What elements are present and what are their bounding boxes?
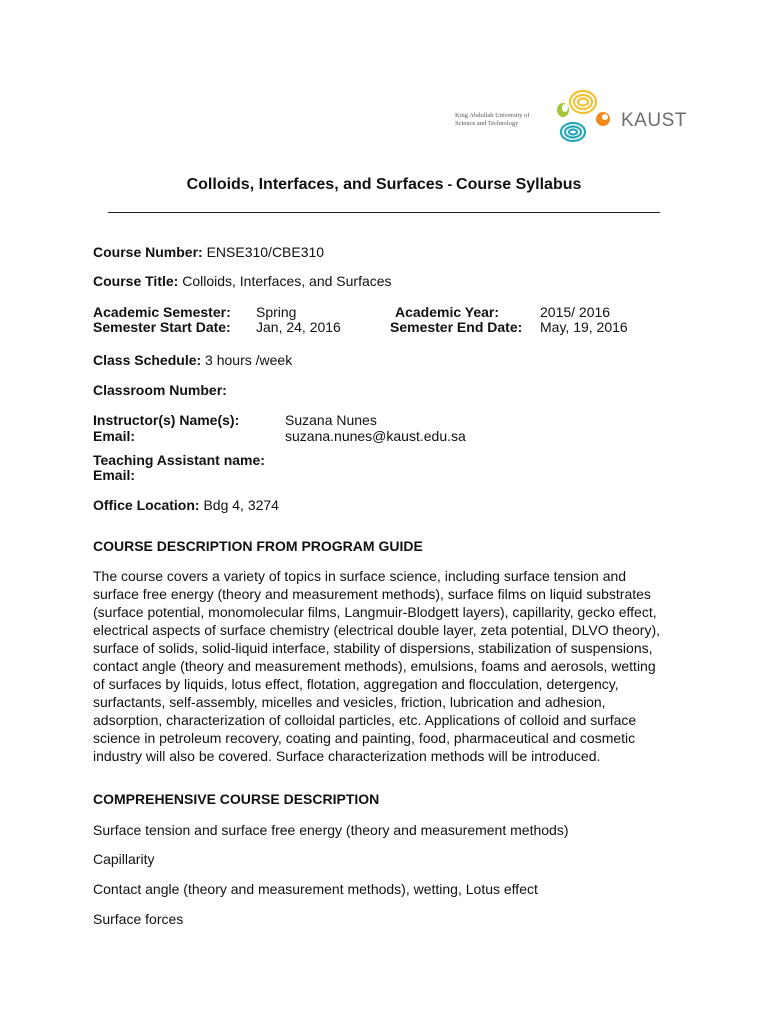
year-value: 2015/ 2016 — [540, 304, 611, 320]
ta-label: Teaching Assistant name: — [93, 452, 265, 468]
list-item: Capillarity — [93, 851, 155, 867]
end-date-label: Semester End Date: — [390, 319, 523, 335]
list-item: Contact angle (theory and measurement methods), wetting, Lotus effect — [93, 881, 538, 897]
course-title-row — [93, 273, 392, 289]
course-title-value: Colloids, Interfaces, and Surfaces — [182, 273, 392, 289]
instructor-label: Instructor(s) Name(s): — [93, 412, 240, 428]
list-item: Surface forces — [93, 911, 184, 927]
title-divider — [108, 212, 660, 213]
description-paragraph: The course covers a variety of topics in surface science, including surface tension and surface free energy (theory and measurement methods), surface films on liquid substrates (surface potential, monomolecular films, Langmuir-Blodgett layers), capillarity, gecko effect, electrical aspects of surface chemistry (electrical double layer, zeta potential, DLVO theory), surface of solids, solid-liquid interface, stability of dispersions, stabilization of suspensions, contact angle (theory and measurement methods), emulsions, foams and aerosols, wetting of surfaces by liquids, lotus effect, flotation, aggregation and flocculation, detergency, surfactants, self-assembly, micelles and vesicles, friction, lubrication and adhesion, adsorption, characterization of colloidal particles, etc. Applications of colloid and surface science in petroleum recovery, coating and painting, food, pharmaceutical and cosmetic industry will also be covered. Surface characterization methods will be introduced. — [93, 568, 660, 764]
kaust-brand-text: KAUST — [621, 110, 687, 131]
university-name-line1: King Abdullah University of — [455, 112, 530, 119]
ta-email-label: Email: — [93, 467, 136, 483]
year-label: Academic Year: — [395, 304, 500, 320]
document-title — [0, 176, 768, 194]
university-name-line2: Science and Technology — [455, 120, 519, 127]
list-item: Surface tension and surface free energy (theory and measurement methods) — [93, 822, 569, 838]
office-label: Office Location: — [93, 497, 200, 513]
office-row — [93, 497, 279, 513]
classroom-label: Classroom Number: — [93, 382, 227, 398]
start-date-label: Semester Start Date: — [93, 319, 231, 335]
schedule-row — [93, 352, 292, 368]
end-date-value: May, 19, 2016 — [540, 319, 628, 335]
title-separator: - — [443, 176, 457, 192]
course-number-label: Course Number: — [93, 244, 203, 260]
schedule-label: Class Schedule: — [93, 352, 202, 368]
course-title-label: Course Title: — [93, 273, 179, 289]
semester-label: Academic Semester: — [93, 304, 231, 320]
description-heading: COURSE DESCRIPTION FROM PROGRAM GUIDE — [93, 538, 423, 554]
university-name — [455, 112, 530, 128]
comprehensive-heading: COMPREHENSIVE COURSE DESCRIPTION — [93, 791, 380, 807]
course-number-value: ENSE310/CBE310 — [206, 244, 325, 260]
email-label: Email: — [93, 428, 136, 444]
schedule-value: 3 hours /week — [205, 352, 293, 368]
title-main: Colloids, Interfaces, and Surfaces — [186, 176, 444, 193]
start-date-value: Jan, 24, 2016 — [256, 319, 341, 335]
kaust-logo-icon — [553, 86, 619, 148]
title-suffix: Course Syllabus — [456, 176, 582, 193]
course-number-row — [93, 244, 324, 260]
email-value: suzana.nunes@kaust.edu.sa — [285, 428, 466, 444]
instructor-value: Suzana Nunes — [285, 412, 377, 428]
office-value: Bdg 4, 3274 — [203, 497, 279, 513]
semester-value: Spring — [256, 304, 297, 320]
